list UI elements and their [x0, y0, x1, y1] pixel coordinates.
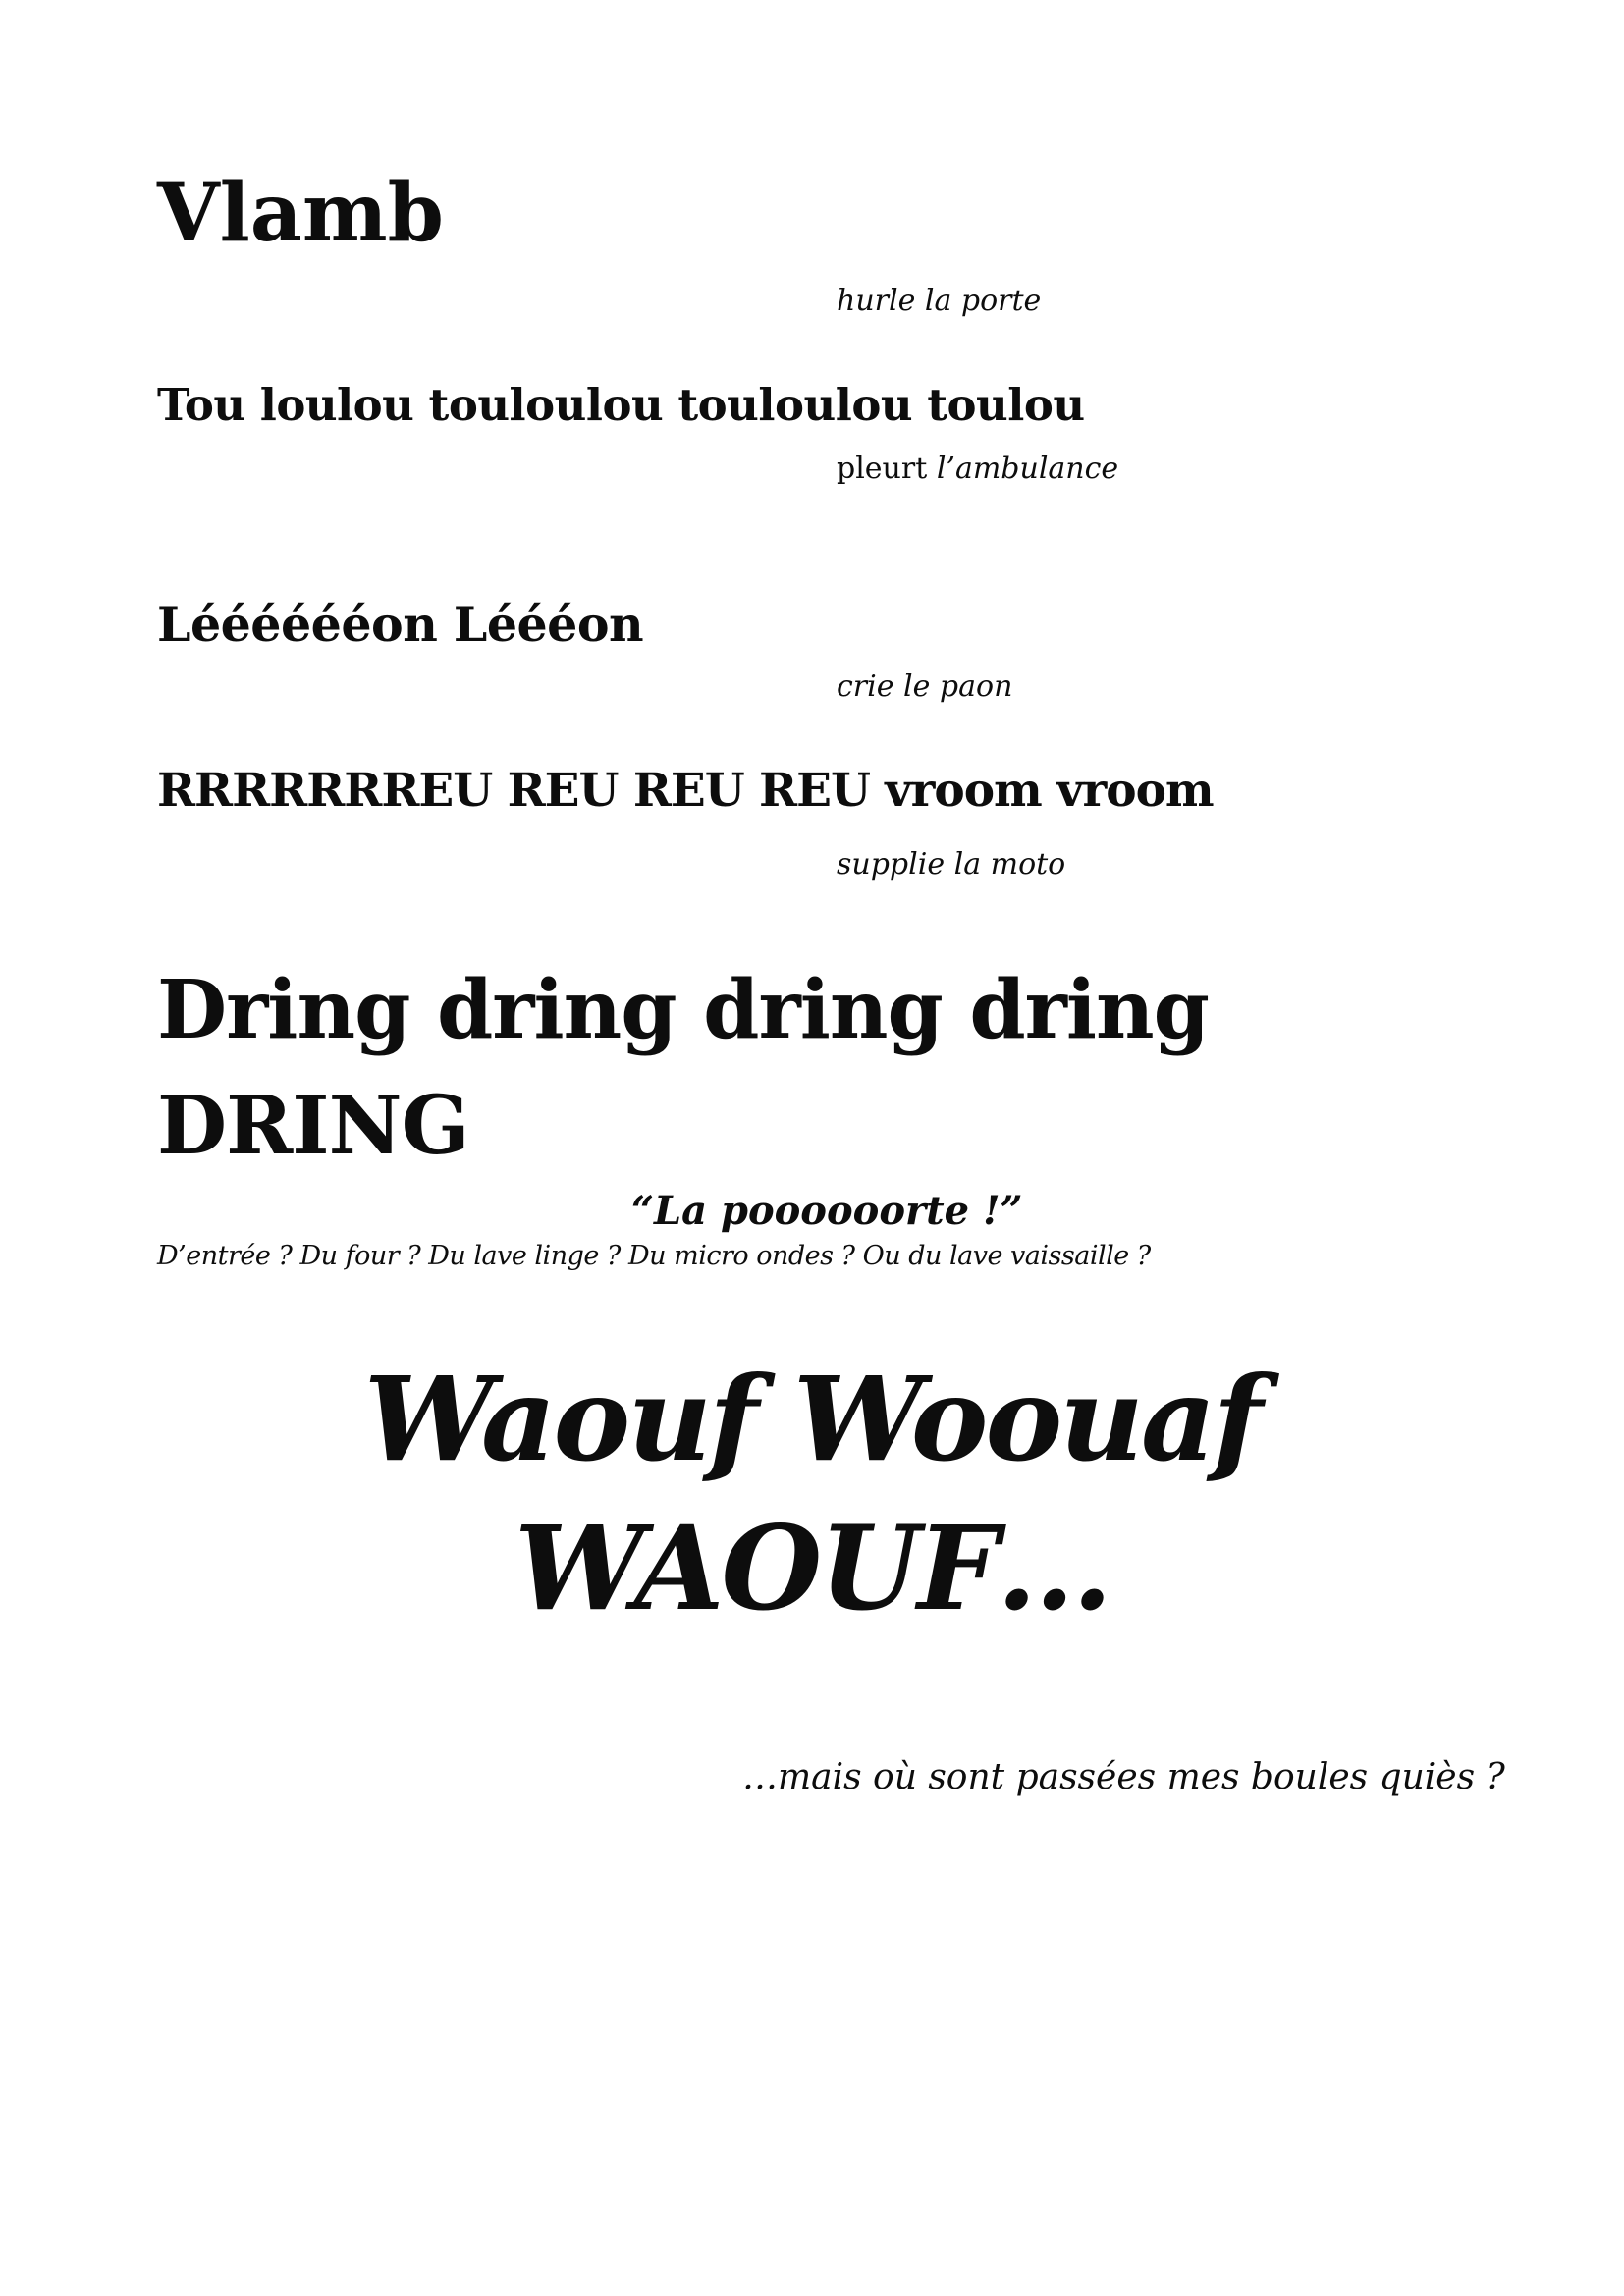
onomatopoeia-moto: RRRRRRREU REU REU REU vroom vroom: [157, 764, 1214, 818]
onomatopoeia-vlamb: Vlamb: [157, 166, 445, 260]
caption-ambulance-verb: pleurt: [837, 452, 928, 486]
caption-paon: crie le paon: [837, 669, 1013, 704]
caption-ambulance: [837, 453, 1118, 487]
onomatopoeia-waouf-line2: WAOUF…: [514, 1500, 1110, 1636]
caption-ambulance-noun: l’ambulance: [936, 452, 1119, 486]
caption-moto: supplie la moto: [837, 847, 1066, 881]
onomatopoeia-dring-line1: Dring dring dring dring: [157, 963, 1209, 1057]
onomatopoeia-leon: Lééééééon Léééon: [157, 596, 644, 653]
onomatopoeia-dring-line2: DRING: [157, 1079, 469, 1173]
doors-question: D’entrée ? Du four ? Du lave linge ? Du micro ondes ? Ou du lave vaissaille ?: [157, 1241, 1151, 1271]
onomatopoeia-toulou: Tou loulou touloulou touloulou toulou: [157, 379, 1085, 431]
quote-porte: “La poooooorte !”: [631, 1188, 1023, 1234]
caption-porte: hurle la porte: [837, 284, 1042, 318]
closing-question: …mais où sont passées mes boules quiès ?: [742, 1757, 1505, 1797]
onomatopoeia-waouf-line1: Waouf Woouaf: [363, 1351, 1261, 1487]
